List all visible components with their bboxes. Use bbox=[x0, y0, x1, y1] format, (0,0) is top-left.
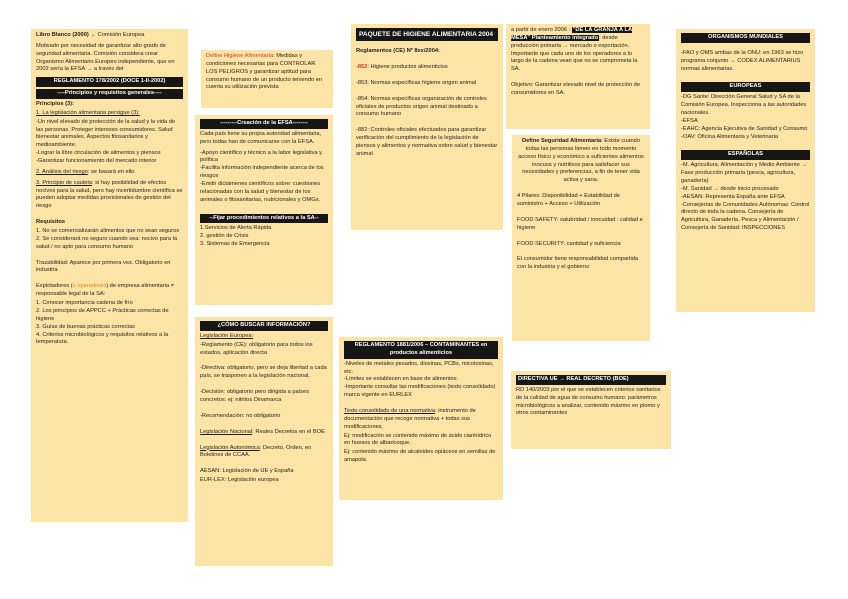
food-safety: FOOD SAFETY: salubridad / inocuidad : calidad e higiene bbox=[517, 216, 643, 231]
eurlex-link: EUR-LEX: Legislación europea bbox=[200, 477, 279, 484]
real-decreto-text: RD 140/2003 por el que se establecen criterios sanitarios de la calidad de agua de consumo humano: parámetros microbiológicos a analizar, contenido máximo en plomo y otros contaminantes bbox=[516, 386, 661, 417]
reglamento-178-bar: REGLAMENTO 178/2002 (DOCE 1-II-2002) bbox=[36, 77, 183, 87]
legislacion-nacional: Legislación Nacional: Reales Decretos en el BOE bbox=[200, 428, 325, 435]
requisitos-items: 1. No se comercializarán alimentos que no sean seguros 2. Se considerará no seguro cuando sea: nocivo para la salud / no apto para consumo humano bbox=[36, 228, 180, 250]
libro-blanco-heading: Libro Blanco (2000) ← Comisión Europea bbox=[36, 32, 145, 38]
creacion-efsa-bar: ---------Creación de la EFSA-------- bbox=[200, 119, 328, 129]
principio-3: 3. Principio de cautela: si hay posibilidad de efectos nocivos para la salud, pero hay incertidumbre científica se pueden adoptar medidas provisionales de gestión del riesgo bbox=[36, 179, 183, 210]
principios-title: Principios (3): bbox=[36, 101, 74, 108]
seguridad-alimentaria-def: Define Seguridad Alimentaria: Existe cuando todas las personas tienen en todo momento acceso físico y económico a suficientes alimentos inocuos y nutritivos para satisfacer sus necesidades y preferencias, a fin de tener vida activa y sana. bbox=[518, 138, 644, 184]
legislacion-europea-heading: Legislación Europea: bbox=[200, 332, 254, 339]
reglamentos-heading: Reglamentos (CE) Nº 8xx/2004: bbox=[356, 48, 440, 55]
reglamento-854: -854: Normas específicas organización de controles oficiales de productos origen animal destinado a consumo humano bbox=[356, 95, 487, 118]
contaminantes-bar: REGLAMENTO 1881/2006 – CONTAMINANTES en productos alimenticios bbox=[344, 341, 498, 359]
ejemplo-2: Ej: contenido máximo de alcaloides opiáceos en semillas de amapola. bbox=[344, 449, 496, 464]
directiva-bar: DIRECTIVA UE → REAL DECRETO (BOE) bbox=[516, 375, 666, 385]
reglamento-ce: -Reglamento (CE): obligatorio para todos los estados, aplicación directa bbox=[200, 341, 313, 356]
legislacion-autonomica: Legislación Autonómica: Decreto, Orden, en Boletines de CCAA. bbox=[200, 444, 312, 459]
buscar-info-bar: ¿CÓMO BUSCAR INFORMACIÓN? bbox=[200, 321, 328, 331]
objetivo-text: Objetivo: Garantizar elevado nivel de protección de consumidores en SA. bbox=[511, 82, 640, 97]
responsabilidad-compartida: El consumidor tiene responsabilidad compartida con la industria y el gobierno bbox=[517, 256, 639, 271]
note-seguridad-alimentaria bbox=[512, 135, 650, 341]
define-higiene-text: Define Higiene Alimentaria: Medidas y condiciones necesarias para CONTROLAR LOS PELIGROS y garantizar aptitud para consumo humano de un producto teniendo en cuenta su utilización prevista bbox=[206, 53, 323, 91]
europeas-bar: EUROPEAS bbox=[681, 82, 810, 92]
requisitos-title: Requisitos bbox=[36, 219, 66, 226]
texto-consolidado: Texto consolidado de una normativa: instrumento de documentación que recoge normativa + todas sus modificaciones. bbox=[344, 408, 476, 430]
principio-1-heading: 1. La legislación alimentaria persigue (3): bbox=[36, 109, 140, 116]
directiva: -Directiva: obligatorio, pero se deja libertad a cada país, se trasponen a la legislación nacional. bbox=[200, 365, 327, 380]
note-libro-blanco bbox=[31, 29, 188, 522]
explotadores: Explotadores (u operadores) de empresa alimentaria = responsable legal de la SA: bbox=[36, 283, 175, 298]
espanolas-bar: ESPAÑOLAS bbox=[681, 150, 810, 160]
aesan-link: AESAN: Legislación de UE y España bbox=[200, 468, 294, 475]
note-paquete-higiene bbox=[351, 24, 503, 230]
libro-blanco-intro: Motivado por necesidad de garantizar alto grado de seguridad alimentaria. Comisión considera crear Organismo Alimentario Europeo independiente, que en 2002 sería la EFSA → a través del: bbox=[36, 42, 175, 73]
reglamento-853: -853: Normas específicas higiene origen animal bbox=[356, 79, 477, 86]
recomendacion: -Recomendación: no obligatorio bbox=[200, 412, 281, 419]
reglamento-882: -882: Controles oficiales efectuados para garantizar verificación del cumplimiento de la legislación de piensos y alimentos y normativa sobre salud y bienestar animal bbox=[356, 127, 498, 157]
cuatro-pilares: 4 Pilares: Disponibilidad + Estabilidad de suministro + Acceso + Utilización bbox=[517, 193, 620, 208]
food-security: FOOD SECURITY: cantidad y suficiencia bbox=[517, 240, 621, 247]
principios-bar: ----Principios y requisitos generales---- bbox=[36, 89, 183, 99]
principio-2: 2. Análisis del riesgo: se basará en ello bbox=[36, 168, 135, 175]
note-creacion-efsa bbox=[195, 115, 333, 305]
procedimientos-bar: --Fijar procedimientos relativos a la SA-- bbox=[200, 214, 328, 224]
reglamento-852: -852: Higiene productos alimenticios bbox=[356, 63, 448, 70]
europeas-list: -DG Sante: Dirección General Salud y SA de la Comisión Europea. Inspecciona a las autoridades nacionales. -EFSA -EAHC: Agencia Ejecutiva de Sanidad y Consumo -OAV: Oficina Alimentaria y Veterinaria bbox=[681, 94, 808, 140]
efsa-items: -Apoyo científico y técnico a la labor legislativa y política -Facilita información independiente acerca de los riesgos -Emitir dictámenes científicos sobre: cuestiones relacionadas con la salud y bienestar de los animales o fitosanitarias, nutricionales y OMGs. bbox=[200, 149, 324, 203]
note-organismos bbox=[676, 29, 815, 312]
explotadores-items: 1. Conocer importancia cadena de frío 2. Los principios de APPCC + Prácticas correctas de higiene 3. Guías de buenas prácticas correctas 4. Criterios microbiológicos y requisitos relativos a la temperatura. bbox=[36, 300, 169, 346]
note-define-higiene bbox=[201, 50, 333, 108]
note-granja-mesa bbox=[506, 24, 650, 129]
decision: -Decisión: obligatorio pero dirigida a países concretos: ej: nitritos Dinamarca bbox=[200, 389, 310, 404]
espanolas-list: -M. Agricultura, Alimentación y Medio Ambiente → Fase producción primaria (pesca, agricultura, ganadería) -M. Sanidad → desde inicio procesado -AESAN: Representa España ante EFSA -Consejerías de Comunidades Autónomas: Control directo de toda la cadena. Consejería de Agricultura, Ganadería, Pesca y Alimentación / Consejería de Sanidad: INSPECCIONES bbox=[681, 162, 810, 232]
principio-1-items: -Un nivel elevado de protección de la salud y la vida de las personas. Proteger intereses consumidores. Salud bienestar animales. Aspectos fitosanitarios y medioambiente. -Lograr la libre circulación de alimentos y piensos -Garantizar funcionamiento del mercado interior bbox=[36, 118, 176, 165]
organismos-mundiales-bar: ORGANISMOS MUNDIALES bbox=[681, 33, 810, 43]
granja-mesa-text: a partir de enero 2006 : "DE LA GRANJA A LA MESA" Planteamiento integrado: desde producción primaria → mercado o exportación. Importante que cada uno de los operadores a lo largo de la cadena vean que no se comprometa la SA. bbox=[511, 27, 638, 73]
trazabilidad: Trazabilidad: Aparece por primera vez. Obligatorio en industria bbox=[36, 259, 171, 274]
note-contaminantes bbox=[339, 337, 503, 500]
organismos-mundiales-text: -FAO y OMS ambas de la ONU: en 1963 se hizo programa conjunto → CODEX ALIMENTARIUS normas alimentarias. bbox=[681, 49, 804, 72]
contaminantes-items: -Niveles de metales pesados, dioxinas, PCBs, micotoxinas, etc. -Límites se establecen en base de alimentos -Importante consultar las modificaciones (texto consolidado) marca vigente en EURLEX bbox=[344, 360, 496, 399]
paquete-higiene-bar: PAQUETE DE HIGIENE ALIMENTARIA 2004 bbox=[356, 28, 498, 41]
ejemplo-1: Ej: modificación se contenido máximo de ácido cianhídrico en huesos de albaricoque. bbox=[344, 432, 492, 447]
efsa-intro: Cada país tiene su propia autoridad alimentaria, pero todas han de comunicarse con la EFSA. bbox=[200, 130, 322, 145]
note-buscar-informacion bbox=[195, 317, 333, 566]
note-directiva-real-decreto bbox=[511, 371, 671, 449]
procedimientos-list: 1.Servicios de Alerta Rápida 2. gestión de Crisis 3. Sistemas de Emergencia bbox=[200, 225, 272, 248]
